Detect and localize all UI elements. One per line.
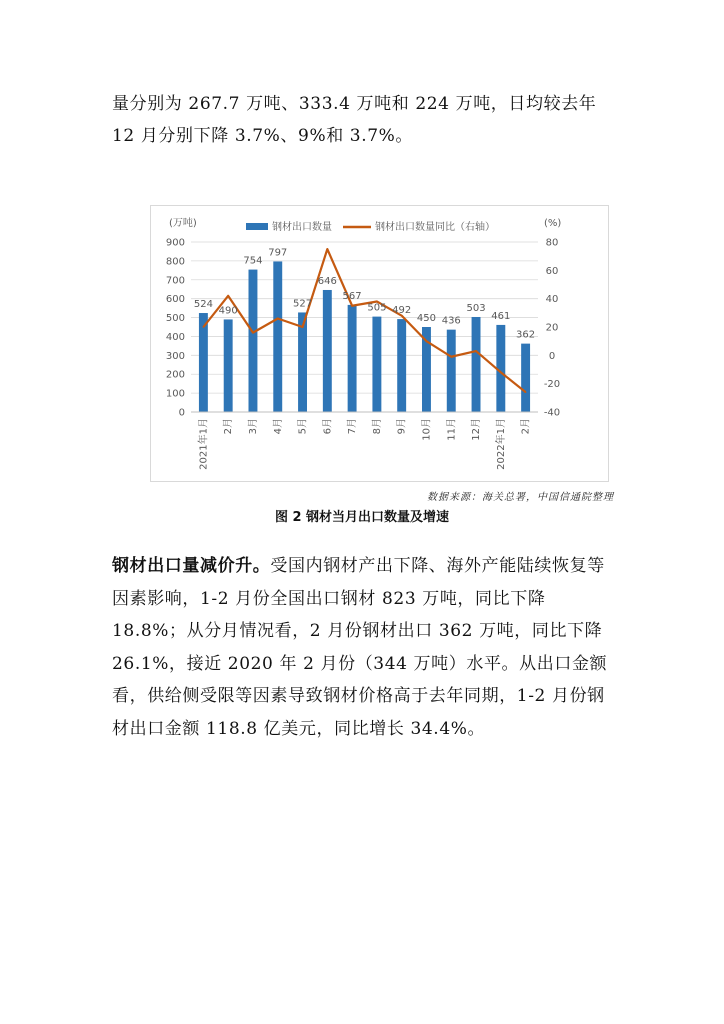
- y-left-tick-label: 800: [165, 256, 185, 268]
- y-left-tick-label: 400: [165, 331, 185, 343]
- bar-data-label: 524: [193, 299, 213, 311]
- line-point: [450, 356, 452, 358]
- line-point: [500, 372, 502, 374]
- y-right-tick-label: 60: [545, 265, 559, 277]
- paragraph-body: 受国内钢材产出下降、海外产能陆续恢复等因素影响，1-2 月份全国出口钢材 823 万吨，同比下降 18.8%；从分月情况看，2 月份钢材出口 362 万吨，同比下降 26.1%，接近 2020 年 2 月份（344 万吨）水平。从出口金额看，供给侧受限等因素导致钢材价格高于去年同期，1-2 月份钢材出口金额 118.8 亿美元，同比增长 34.4%。: [112, 556, 608, 739]
- line-point: [475, 350, 477, 352]
- paragraph-2: [112, 550, 612, 745]
- line-point: [302, 326, 304, 328]
- line-point: [227, 295, 229, 297]
- y-left-tick-label: 200: [165, 369, 185, 381]
- bar: [224, 319, 233, 412]
- y-left-tick-label: 600: [165, 294, 185, 306]
- bar: [472, 317, 481, 412]
- legend: [246, 220, 495, 233]
- line-point: [203, 326, 205, 328]
- line-point: [351, 305, 353, 307]
- y-left-tick-label: 500: [165, 313, 185, 325]
- x-tick-label: 5月: [297, 418, 309, 435]
- bar-data-label: 527: [292, 298, 313, 310]
- x-tick-label: 9月: [396, 418, 408, 435]
- y-left-tick-label: 100: [165, 388, 185, 400]
- y-left-tick-label: 300: [165, 350, 185, 362]
- x-tick-label: 8月: [371, 418, 383, 435]
- figure-caption: 图 2 钢材当月出口数量及增速: [274, 510, 450, 525]
- bar-data-label: 646: [317, 275, 337, 287]
- y-right-tick-label: -40: [543, 407, 561, 419]
- line-point: [277, 318, 279, 320]
- bar-data-label: 461: [491, 310, 511, 322]
- paragraph-lead: 钢材出口量减价升。: [112, 556, 271, 576]
- x-tick-label: 4月: [272, 418, 284, 435]
- bar-data-label: 492: [392, 305, 412, 317]
- x-tick-label: 2022年1月: [495, 418, 507, 470]
- y-left-tick-label: 0: [178, 407, 185, 419]
- x-tick-label: 6月: [322, 418, 334, 435]
- line-point: [327, 248, 329, 250]
- bar-data-label: 490: [218, 305, 238, 317]
- y-right-tick-label: -20: [543, 379, 561, 391]
- y-right-tick-label: 40: [545, 294, 559, 306]
- bar: [447, 330, 456, 412]
- bar-data-label: 754: [243, 255, 263, 267]
- bar-data-label: 797: [268, 247, 288, 259]
- line-point: [525, 391, 527, 393]
- bar: [348, 305, 357, 412]
- chart: [150, 205, 609, 482]
- bar-data-label: 436: [441, 315, 461, 327]
- bar: [249, 270, 258, 412]
- bar-data-label: 450: [416, 313, 437, 324]
- legend-label-bar: 钢材出口数量: [272, 222, 332, 233]
- legend-label-line: 钢材出口数量同比（右轴）: [375, 222, 495, 233]
- bar: [199, 313, 208, 412]
- line-point: [426, 340, 428, 342]
- bar-data-label: 567: [342, 290, 362, 302]
- bar: [397, 319, 406, 412]
- x-tick-label: 12月: [471, 418, 483, 441]
- y-right-tick-label: 0: [548, 350, 556, 362]
- y-left-axis-title: (万吨): [169, 218, 197, 229]
- bar: [521, 344, 530, 412]
- x-tick-label: 3月: [247, 418, 259, 435]
- legend-swatch-bar: [246, 223, 268, 230]
- x-tick-label: 11月: [446, 418, 458, 441]
- x-tick-label: 7月: [347, 418, 359, 435]
- y-right-tick-label: 80: [545, 237, 559, 249]
- x-tick-label: 2021年1月: [198, 418, 210, 470]
- bar: [372, 317, 381, 412]
- y-left-tick-label: 900: [165, 237, 185, 249]
- data-labels: [194, 247, 535, 340]
- bar-data-label: 362: [516, 329, 536, 341]
- x-tick-label: 2月: [223, 418, 235, 435]
- x-tick-label: 2月: [520, 418, 532, 435]
- bar: [273, 261, 282, 412]
- data-source: 数据来源：海关总署，中国信通院整理: [427, 492, 614, 503]
- paragraph-1: 量分别为 267.7 万吨、333.4 万吨和 224 万吨，日均较去年 12 月分别下降 3.7%、9%和 3.7%。: [112, 94, 597, 146]
- bar: [323, 290, 332, 412]
- chart-svg: [151, 206, 608, 481]
- gridlines: [191, 242, 538, 412]
- bar-data-label: 503: [466, 302, 486, 314]
- y-right-axis-title: (%): [544, 218, 562, 229]
- x-tick-label: 10月: [421, 418, 433, 441]
- bar-data-label: 505: [367, 302, 387, 314]
- y-right-tick-label: 20: [545, 322, 559, 334]
- y-left-tick-label: 700: [165, 275, 185, 287]
- line-point: [252, 332, 254, 334]
